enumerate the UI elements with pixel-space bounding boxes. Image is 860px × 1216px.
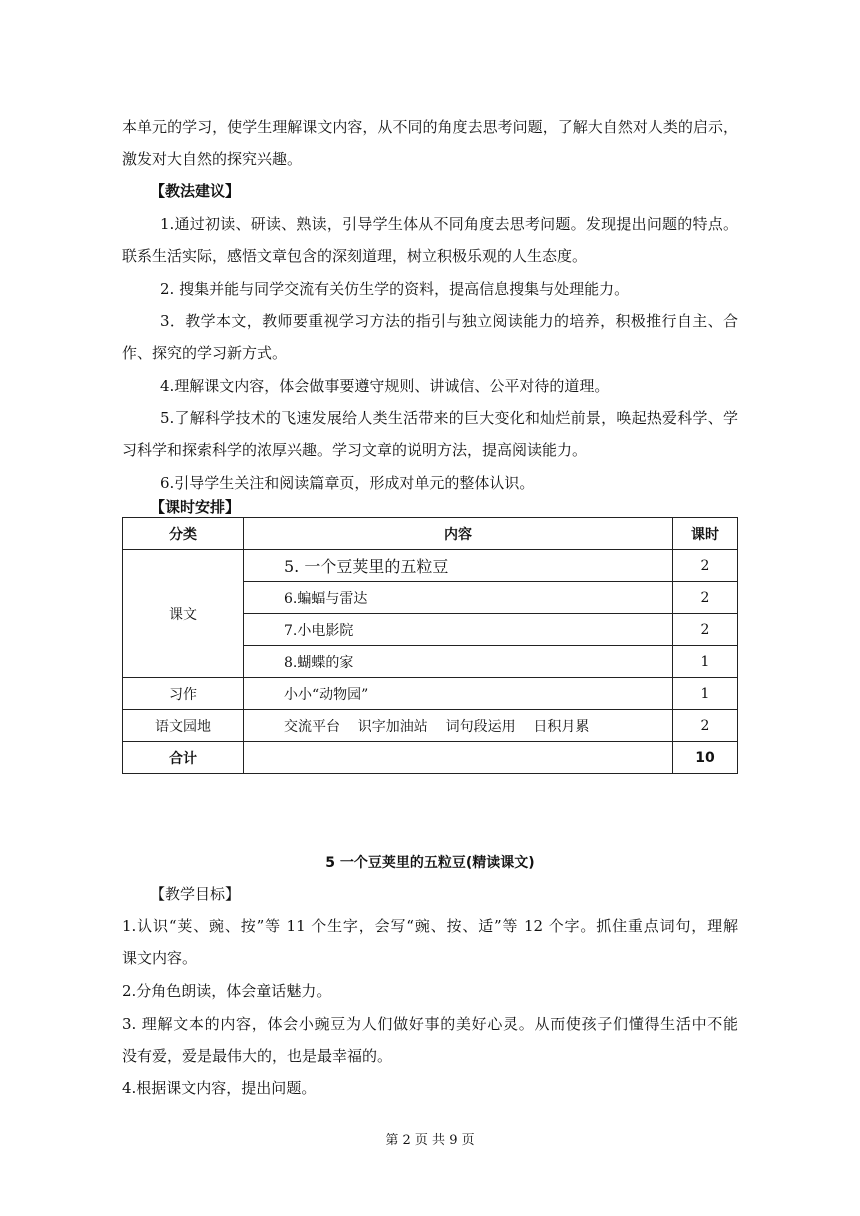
lesson-hours: 2 [673,614,738,646]
lesson-content: 8.蝴蝶的家 [244,646,673,678]
writing-content: 小小“动物园” [244,678,673,710]
table-header-row [123,518,738,550]
garden-category: 语文园地 [123,710,244,742]
header-hours: 课时 [673,518,738,550]
header-content: 内容 [244,518,673,550]
teaching-goals-heading: 【教学目标】 [150,885,241,903]
suggestion-1-line-1: 1.通过初读、研读、熟读，引导学生体从不同角度去思考问题。发现提出问题的特点。 [160,215,738,233]
suggestion-4: 4.理解课文内容，体会做事要遵守规则、讲诚信、公平对待的道理。 [160,377,610,395]
intro-line-1: 本单元的学习，使学生理解课文内容，从不同的角度去思考问题，了解大自然对人类的启示， [122,118,738,136]
table-total-row [123,742,738,774]
lesson-hours: 2 [673,550,738,582]
suggestion-3-line-2: 作、探究的学习新方式。 [122,344,288,362]
suggestion-1-line-2: 联系生活实际，感悟文章包含的深刻道理，树立积极乐观的人生态度。 [122,247,588,265]
total-label: 合计 [123,742,244,774]
intro-line-2: 激发对大自然的探究兴趣。 [122,150,303,168]
goal-4: 4.根据课文内容，提出问题。 [122,1079,317,1097]
lesson-title: 5 一个豆荚里的五粒豆(精读课文) [325,855,535,871]
garden-content: 交流平台 识字加油站 词句段运用 日积月累 [244,710,673,742]
page-number: 第 2 页 共 9 页 [385,1133,475,1148]
table-row [123,550,738,582]
teaching-suggestions-heading: 【教法建议】 [150,182,241,200]
goal-1-line-1: 1.认识“荚、豌、按”等 11 个生字，会写“豌、按、适”等 12 个字。抓住重点词句，理解 [122,917,738,935]
lesson-hours: 2 [673,582,738,614]
suggestion-2: 2. 搜集并能与同学交流有关仿生学的资料，提高信息搜集与处理能力。 [160,280,630,298]
suggestion-3-line-1: 3．教学本文，教师要重视学习方法的指引与独立阅读能力的培养，积极推行自主、合 [160,312,738,330]
garden-hours: 2 [673,710,738,742]
lessons-category: 课文 [123,550,244,678]
goal-3-line-1: 3. 理解文本的内容，体会小豌豆为人们做好事的美好心灵。从而使孩子们懂得生活中不能 [122,1015,738,1033]
suggestion-5-line-1: 5.了解科学技术的飞速发展给人类生活带来的巨大变化和灿烂前景，唤起热爱科学、学 [160,409,738,427]
goal-3-line-2: 没有爱，爱是最伟大的，也是最幸福的。 [122,1047,393,1065]
total-content [244,742,673,774]
lesson-content: 7.小电影院 [244,614,673,646]
table-row [123,710,738,742]
goal-2: 2.分角色朗读，体会童话魅力。 [122,982,332,1000]
goal-1-line-2: 课文内容。 [122,949,198,967]
header-category: 分类 [123,518,244,550]
lesson-hours: 1 [673,646,738,678]
lesson-content: 6.蝙蝠与雷达 [244,582,673,614]
schedule-table [122,517,738,774]
suggestion-6: 6.引导学生关注和阅读篇章页，形成对单元的整体认识。 [160,474,535,492]
table-row [123,678,738,710]
writing-category: 习作 [123,678,244,710]
total-hours: 10 [673,742,738,774]
writing-hours: 1 [673,678,738,710]
suggestion-5-line-2: 习科学和探索科学的浓厚兴趣。学习文章的说明方法，提高阅读能力。 [122,441,588,459]
lesson-content: 5. 一个豆荚里的五粒豆 [244,550,673,582]
schedule-heading: 【课时安排】 [150,498,241,516]
